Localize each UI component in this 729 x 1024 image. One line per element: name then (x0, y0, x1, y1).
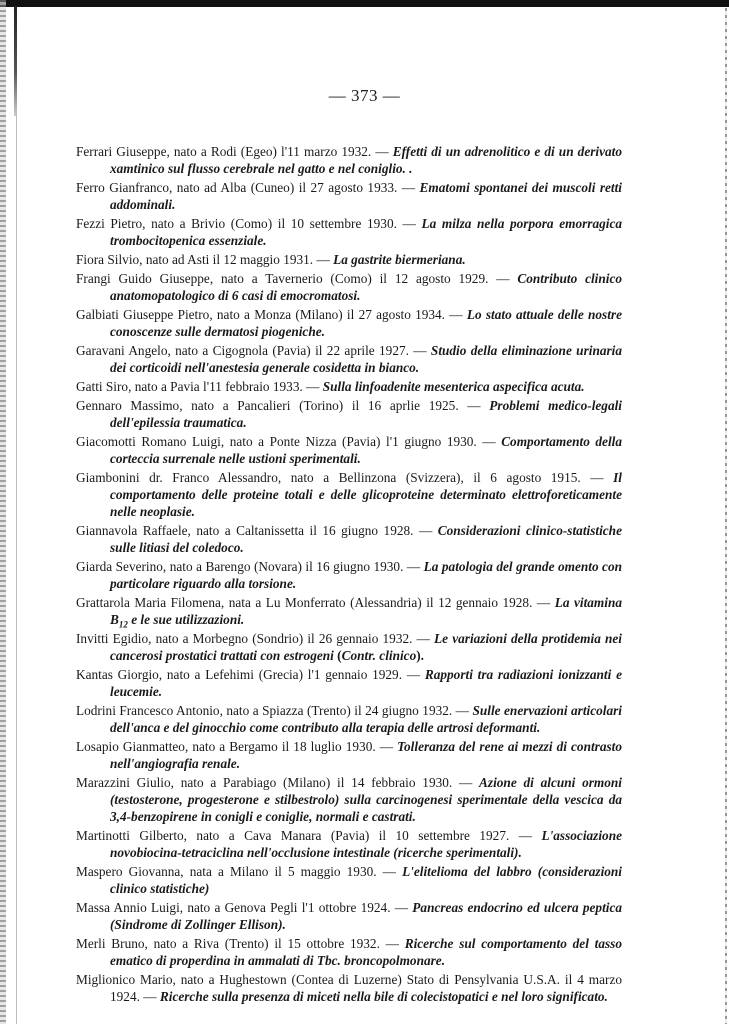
entry-title: Studio della eliminazione urinaria dei corticoidi nell'anestesia generale cosidetta in bianco. (110, 343, 623, 375)
entry-title: Sulla linfoadenite mesenterica aspecifica acuta. (322, 379, 585, 394)
entry-title: Effetti di un adrenolitico e di un derivato xamtinico sul flusso cerebrale nel gatto e nel coniglio. . (110, 144, 622, 176)
list-item (76, 666, 622, 700)
list-item (76, 594, 622, 628)
entry-author: Kantas Giorgio, nato a Lefehimi (Grecia) l'1 gennaio 1929. — (76, 667, 425, 682)
list-item (76, 342, 622, 376)
entry-author: Giarda Severino, nato a Barengo (Novara) il 16 giugno 1930. — (76, 559, 424, 574)
scan-left-edge (0, 0, 6, 1024)
entry-author: Massa Annio Luigi, nato a Genova Pegli l'1 ottobre 1924. — (76, 900, 413, 915)
entry-title: L'elitelioma del labbro (considerazioni clinico statistiche) (110, 864, 622, 896)
list-item (76, 433, 622, 467)
entry-author: Ferro Gianfranco, nato ad Alba (Cuneo) il 27 agosto 1933. — (76, 180, 420, 195)
entry-title-paren-close: ). (416, 648, 425, 663)
list-item (76, 863, 622, 897)
entry-author: Gennaro Massimo, nato a Pancalieri (Torino) il 16 aprlie 1925. — (76, 398, 490, 413)
entry-title: Comportamento della corteccia surrenale nelle ustioni sperimentali. (110, 434, 622, 466)
entry-title: La patologia del grande omento con particolare riguardo alla torsione. (110, 559, 623, 591)
list-item (76, 630, 622, 664)
entry-author: Martinotti Gilberto, nato a Cava Manara (Pavia) il 10 settembre 1927. — (76, 828, 542, 843)
scan-right-edge (725, 8, 727, 1024)
entry-title-text: Le variazioni della protidemia nei cancerosi prostatici trattati con estrogeni (110, 631, 623, 663)
page-number: — 373 — (328, 86, 401, 105)
entry-author: Invitti Egidio, nato a Morbegno (Sondrio) il 26 gennaio 1932. — (76, 631, 435, 646)
entry-author: Maspero Giovanna, nata a Milano il 5 maggio 1930. — (76, 864, 403, 879)
list-item (76, 774, 622, 825)
list-item (76, 469, 622, 520)
entry-author: Losapio Gianmatteo, nato a Bergamo il 18 luglio 1930. — (76, 739, 398, 754)
entry-author: Lodrini Francesco Antonio, nato a Spiazza (Trento) il 24 giugno 1932. — (76, 703, 473, 718)
entry-author: Gatti Siro, nato a Pavia l'11 febbraio 1933. — (76, 379, 323, 394)
list-item (76, 143, 622, 177)
entry-title: Contributo clinico anatomopatologico di 6 casi di emocromatosi. (110, 271, 622, 303)
entry-title-paren-open: ( (333, 648, 342, 663)
entry-title: Rapporti tra radiazioni ionizzanti e leucemie. (110, 667, 622, 699)
entry-title: Azione di alcuni ormoni (testosterone, progesterone e stilbestrolo) sulla carcinogenesi sperimentale della vescica da 3,4-benzopirene in conigli e coniglie, normali e castrati. (110, 775, 622, 824)
entry-title: Sulle enervazioni articolari dell'anca e del ginocchio come contributo alla terapia delle artrosi deformanti. (110, 703, 623, 735)
entry-title: Ricerche sul comportamento del tasso ematico di properdina in ammalati di Tbc. broncopolmonare. (110, 936, 622, 968)
entry-title: Considerazioni clinico-statistiche sulle litiasi del coledoco. (110, 523, 622, 555)
list-item (76, 306, 622, 340)
entry-author: Galbiati Giuseppe Pietro, nato a Monza (Milano) il 27 agosto 1934. — (76, 307, 467, 322)
list-item (76, 971, 622, 1005)
entry-title: Lo stato attuale delle nostre conoscenze sulle dermatosi piogeniche. (110, 307, 622, 339)
list-item (76, 702, 622, 736)
entry-author: Giambonini dr. Franco Alessandro, nato a Bellinzona (Svizzera), il 6 agosto 1915. — (76, 470, 614, 485)
entry-title: La milza nella porpora emorragica trombocitopenica essenziale. (110, 216, 622, 248)
entry-author: Fiora Silvio, nato ad Asti il 12 maggio 1931. — (76, 252, 334, 267)
entry-author: Giacomotti Romano Luigi, nato a Ponte Nizza (Pavia) l'1 giugno 1930. — (76, 434, 502, 449)
entry-author: Grattarola Maria Filomena, nata a Lu Monferrato (Alessandria) il 12 gennaio 1928. — (76, 595, 555, 610)
entry-title: Problemi medico-legali dell'epilessia traumatica. (110, 398, 622, 430)
book-gutter-line (16, 110, 17, 1024)
list-item (76, 179, 622, 213)
list-item (76, 827, 622, 861)
entry-title: Pancreas endocrino ed ulcera peptica (Sindrome di Zollinger Ellison). (110, 900, 623, 932)
entry-title-text: La vitamina B (110, 595, 622, 627)
entry-title: Ricerche sulla presenza di miceti nella bile di colecistopatici e nel loro significato. (159, 989, 608, 1004)
entry-author: Miglionico Mario, nato a Hughestown (Contea di Luzerne) Stato di Pensylvania U.S.A. il 4 marzo 1924. — (76, 972, 622, 1004)
list-item (76, 558, 622, 592)
entry-title-subscript: 12 (118, 619, 128, 630)
list-item (76, 251, 622, 268)
list-item (76, 270, 622, 304)
entry-author: Garavani Angelo, nato a Cigognola (Pavia) il 22 aprile 1927. — (76, 343, 431, 358)
entry-author: Giannavola Raffaele, nato a Caltanissetta il 16 giugno 1928. — (76, 523, 438, 538)
entry-title-note: Contr. clinico (341, 648, 417, 663)
list-item (76, 935, 622, 969)
entry-title: La gastrite biermeriana. (333, 252, 466, 267)
entry-title: Tolleranza del rene ai mezzi di contrasto nell'angiografia renale. (110, 739, 622, 771)
entry-author: Merli Bruno, nato a Riva (Trento) il 15 ottobre 1932. — (76, 936, 405, 951)
list-item (76, 397, 622, 431)
scan-top-border (0, 0, 729, 7)
list-item (76, 899, 622, 933)
entry-title: L'associazione novobiocina-tetraciclina nell'occlusione intestinale (ricerche sperimentali). (110, 828, 622, 860)
thesis-list (76, 143, 622, 1007)
list-item (76, 522, 622, 556)
entry-title-rest: e le sue utilizzazioni. (127, 612, 245, 627)
entry-author: Fezzi Pietro, nato a Brivio (Como) il 10 settembre 1930. — (76, 216, 422, 231)
list-item (76, 215, 622, 249)
entry-author: Marazzini Giulio, nato a Parabiago (Milano) il 14 febbraio 1930. — (76, 775, 480, 790)
list-item (76, 378, 622, 395)
list-item (76, 738, 622, 772)
entry-author: Ferrari Giuseppe, nato a Rodi (Egeo) l'11 marzo 1932. — (76, 144, 393, 159)
entry-title: Il comportamento delle proteine totali e delle glicoproteine determinato elettroforeticamente nelle neoplasie. (110, 470, 622, 519)
entry-title: Ematomi spontanei dei muscoli retti addominali. (110, 180, 622, 212)
entry-author: Frangi Guido Giuseppe, nato a Tavernerio (Como) il 12 agosto 1929. — (76, 271, 518, 286)
